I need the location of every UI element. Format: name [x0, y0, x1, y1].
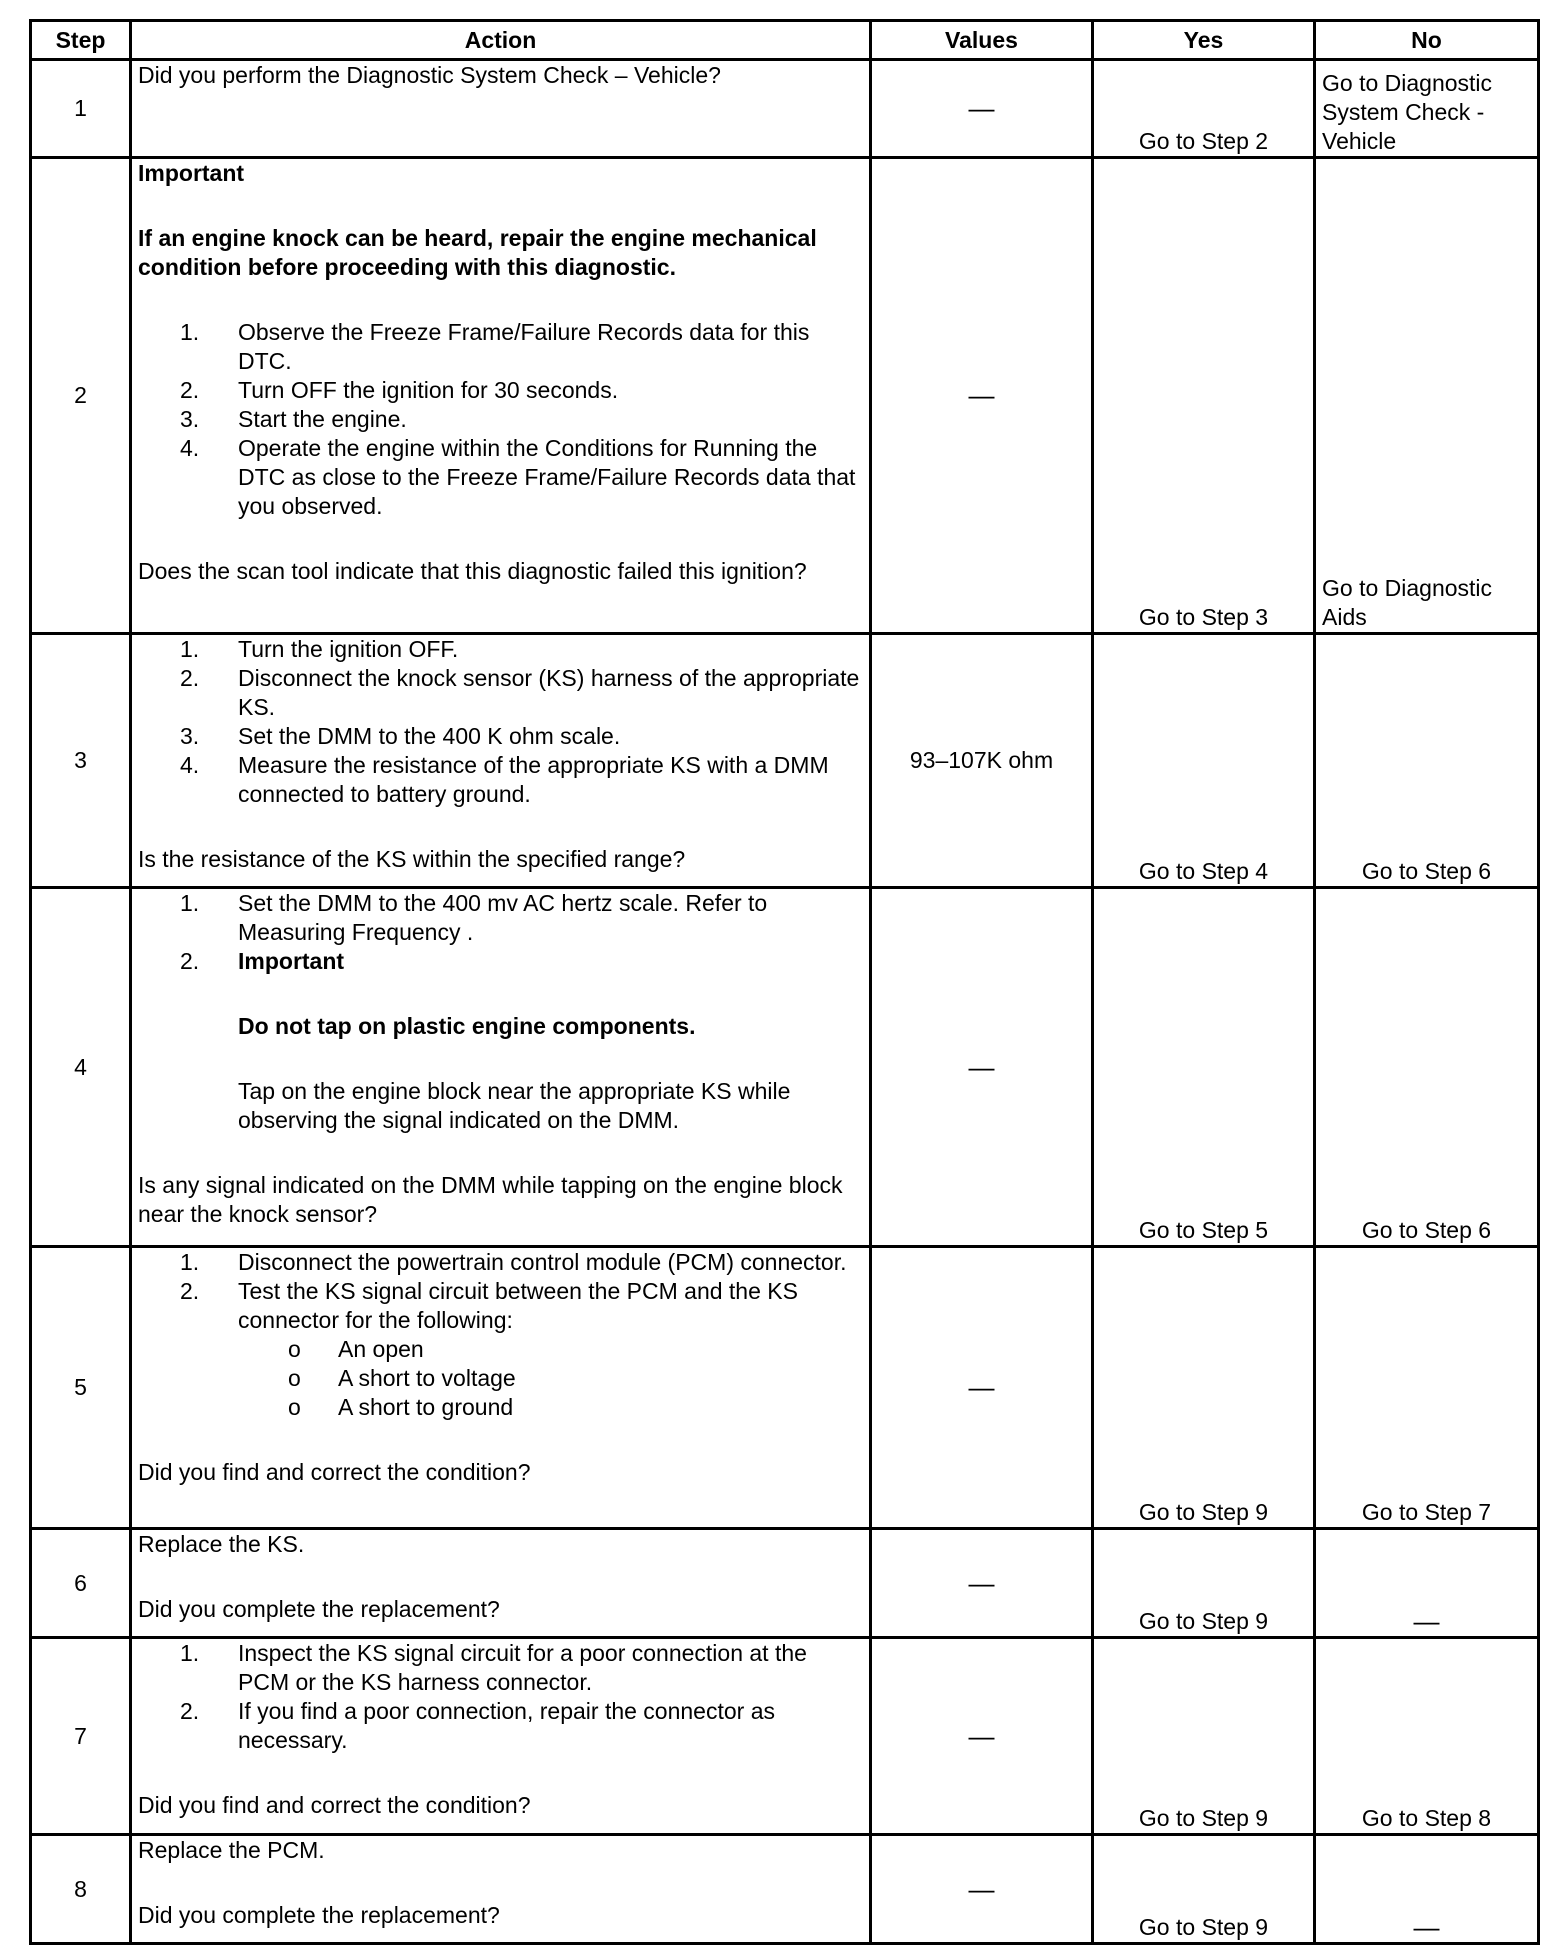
action-cell	[131, 1247, 871, 1529]
no-cell: Go to Diagnostic Aids	[1315, 158, 1539, 634]
step-number: 3	[31, 634, 131, 888]
table-row-step-2	[31, 158, 1539, 634]
table-row-step-3	[31, 634, 1539, 888]
step-number: 5	[31, 1247, 131, 1529]
action-list	[138, 1639, 863, 1755]
no-cell: Go to Step 7	[1315, 1247, 1539, 1529]
yes-cell: Go to Step 5	[1093, 888, 1315, 1247]
diagnostic-table	[29, 19, 1540, 1945]
action-intro: Replace the PCM.	[138, 1837, 325, 1863]
action-cell	[131, 1835, 871, 1944]
list-item: 1. Inspect the KS signal circuit for a poor connection at the PCM or the KS harness connector.	[180, 1640, 807, 1695]
yes-cell: Go to Step 2	[1093, 60, 1315, 158]
action-list	[138, 889, 863, 1135]
action-question: Did you complete the replacement?	[138, 1596, 500, 1622]
list-item: o An open	[288, 1336, 424, 1362]
table-row-step-6	[31, 1529, 1539, 1638]
list-item: 2. Disconnect the knock sensor (KS) harness of the appropriate KS.	[180, 665, 860, 720]
no-cell: Go to Step 6	[1315, 888, 1539, 1247]
action-question: Is any signal indicated on the DMM while tapping on the engine block near the knock sensor?	[138, 1172, 843, 1227]
yes-cell: Go to Step 9	[1093, 1247, 1315, 1529]
list-item: 3. Set the DMM to the 400 K ohm scale.	[180, 723, 621, 749]
values-cell: —	[871, 158, 1093, 634]
list-item: 2. Test the KS signal circuit between the PCM and the KS connector for the following:	[180, 1278, 798, 1333]
table-row-step-1	[31, 60, 1539, 158]
important-title: Important	[238, 948, 345, 974]
action-intro: Did you perform the Diagnostic System Check – Vehicle?	[138, 62, 721, 88]
important-title: Important	[138, 160, 245, 186]
action-cell	[131, 1638, 871, 1835]
no-cell: Go to Step 8	[1315, 1638, 1539, 1835]
yes-cell: Go to Step 9	[1093, 1638, 1315, 1835]
no-cell: Go to Step 6	[1315, 634, 1539, 888]
yes-cell: Go to Step 4	[1093, 634, 1315, 888]
action-list	[138, 1248, 863, 1335]
action-list	[138, 635, 863, 809]
header-action: Action	[131, 21, 871, 60]
action-question: Did you find and correct the condition?	[138, 1792, 531, 1818]
table-row-step-8	[31, 1835, 1539, 1944]
list-item: 2. Important Do not tap on plastic engine components. Tap on the engine block near the appropriate KS while observing the signal indicated on the DMM.	[138, 947, 863, 1135]
table-row-step-7	[31, 1638, 1539, 1835]
header-no: No	[1315, 21, 1539, 60]
table-row-step-4	[31, 888, 1539, 1247]
action-cell	[131, 158, 871, 634]
action-cell	[131, 1529, 871, 1638]
values-cell: —	[871, 1529, 1093, 1638]
action-cell	[131, 634, 871, 888]
action-question: Does the scan tool indicate that this diagnostic failed this ignition?	[138, 558, 807, 584]
list-item: 1. Set the DMM to the 400 mv AC hertz scale. Refer to Measuring Frequency .	[180, 890, 768, 945]
values-cell: —	[871, 1247, 1093, 1529]
action-intro: Replace the KS.	[138, 1531, 305, 1557]
table-row-step-5	[31, 1247, 1539, 1529]
list-item-text: Tap on the engine block near the appropriate KS while observing the signal indicated on the DMM.	[238, 1078, 791, 1133]
no-cell: —	[1315, 1835, 1539, 1944]
yes-cell: Go to Step 9	[1093, 1835, 1315, 1944]
step-number: 4	[31, 888, 131, 1247]
list-item: o A short to ground	[288, 1394, 514, 1420]
header-yes: Yes	[1093, 21, 1315, 60]
no-cell: Go to Diagnostic System Check - Vehicle	[1315, 60, 1539, 158]
list-item: 1. Observe the Freeze Frame/Failure Records data for this DTC.	[180, 319, 810, 374]
list-item: 2. If you find a poor connection, repair the connector as necessary.	[180, 1698, 775, 1753]
values-cell: —	[871, 60, 1093, 158]
action-question: Did you complete the replacement?	[138, 1902, 500, 1928]
list-item: 1. Disconnect the powertrain control module (PCM) connector.	[180, 1249, 847, 1275]
values-cell: —	[871, 1835, 1093, 1944]
important-text: Do not tap on plastic engine components.	[238, 1013, 696, 1039]
step-number: 1	[31, 60, 131, 158]
no-cell: —	[1315, 1529, 1539, 1638]
values-cell: 93–107K ohm	[871, 634, 1093, 888]
list-item: 1. Turn the ignition OFF.	[180, 636, 459, 662]
header-row	[31, 21, 1539, 60]
values-cell: —	[871, 1638, 1093, 1835]
yes-cell: Go to Step 9	[1093, 1529, 1315, 1638]
step-number: 8	[31, 1835, 131, 1944]
list-item: 4. Operate the engine within the Conditions for Running the DTC as close to the Freeze Frame/Failure Records data that you observed.	[180, 435, 856, 519]
list-item: 4. Measure the resistance of the appropriate KS with a DMM connected to battery ground.	[180, 752, 829, 807]
action-question: Did you find and correct the condition?	[138, 1459, 531, 1485]
action-cell	[131, 60, 871, 158]
important-text: If an engine knock can be heard, repair the engine mechanical condition before proceeding with this diagnostic.	[138, 225, 817, 280]
condition-list	[138, 1335, 863, 1422]
action-question: Is the resistance of the KS within the specified range?	[138, 846, 686, 872]
action-cell	[131, 888, 871, 1247]
header-step: Step	[31, 21, 131, 60]
step-number: 7	[31, 1638, 131, 1835]
list-item: o A short to voltage	[288, 1365, 516, 1391]
action-list	[138, 318, 863, 521]
values-cell: —	[871, 888, 1093, 1247]
list-item: 3. Start the engine.	[180, 406, 407, 432]
step-number: 6	[31, 1529, 131, 1638]
header-values: Values	[871, 21, 1093, 60]
list-item: 2. Turn OFF the ignition for 30 seconds.	[180, 377, 619, 403]
yes-cell: Go to Step 3	[1093, 158, 1315, 634]
step-number: 2	[31, 158, 131, 634]
